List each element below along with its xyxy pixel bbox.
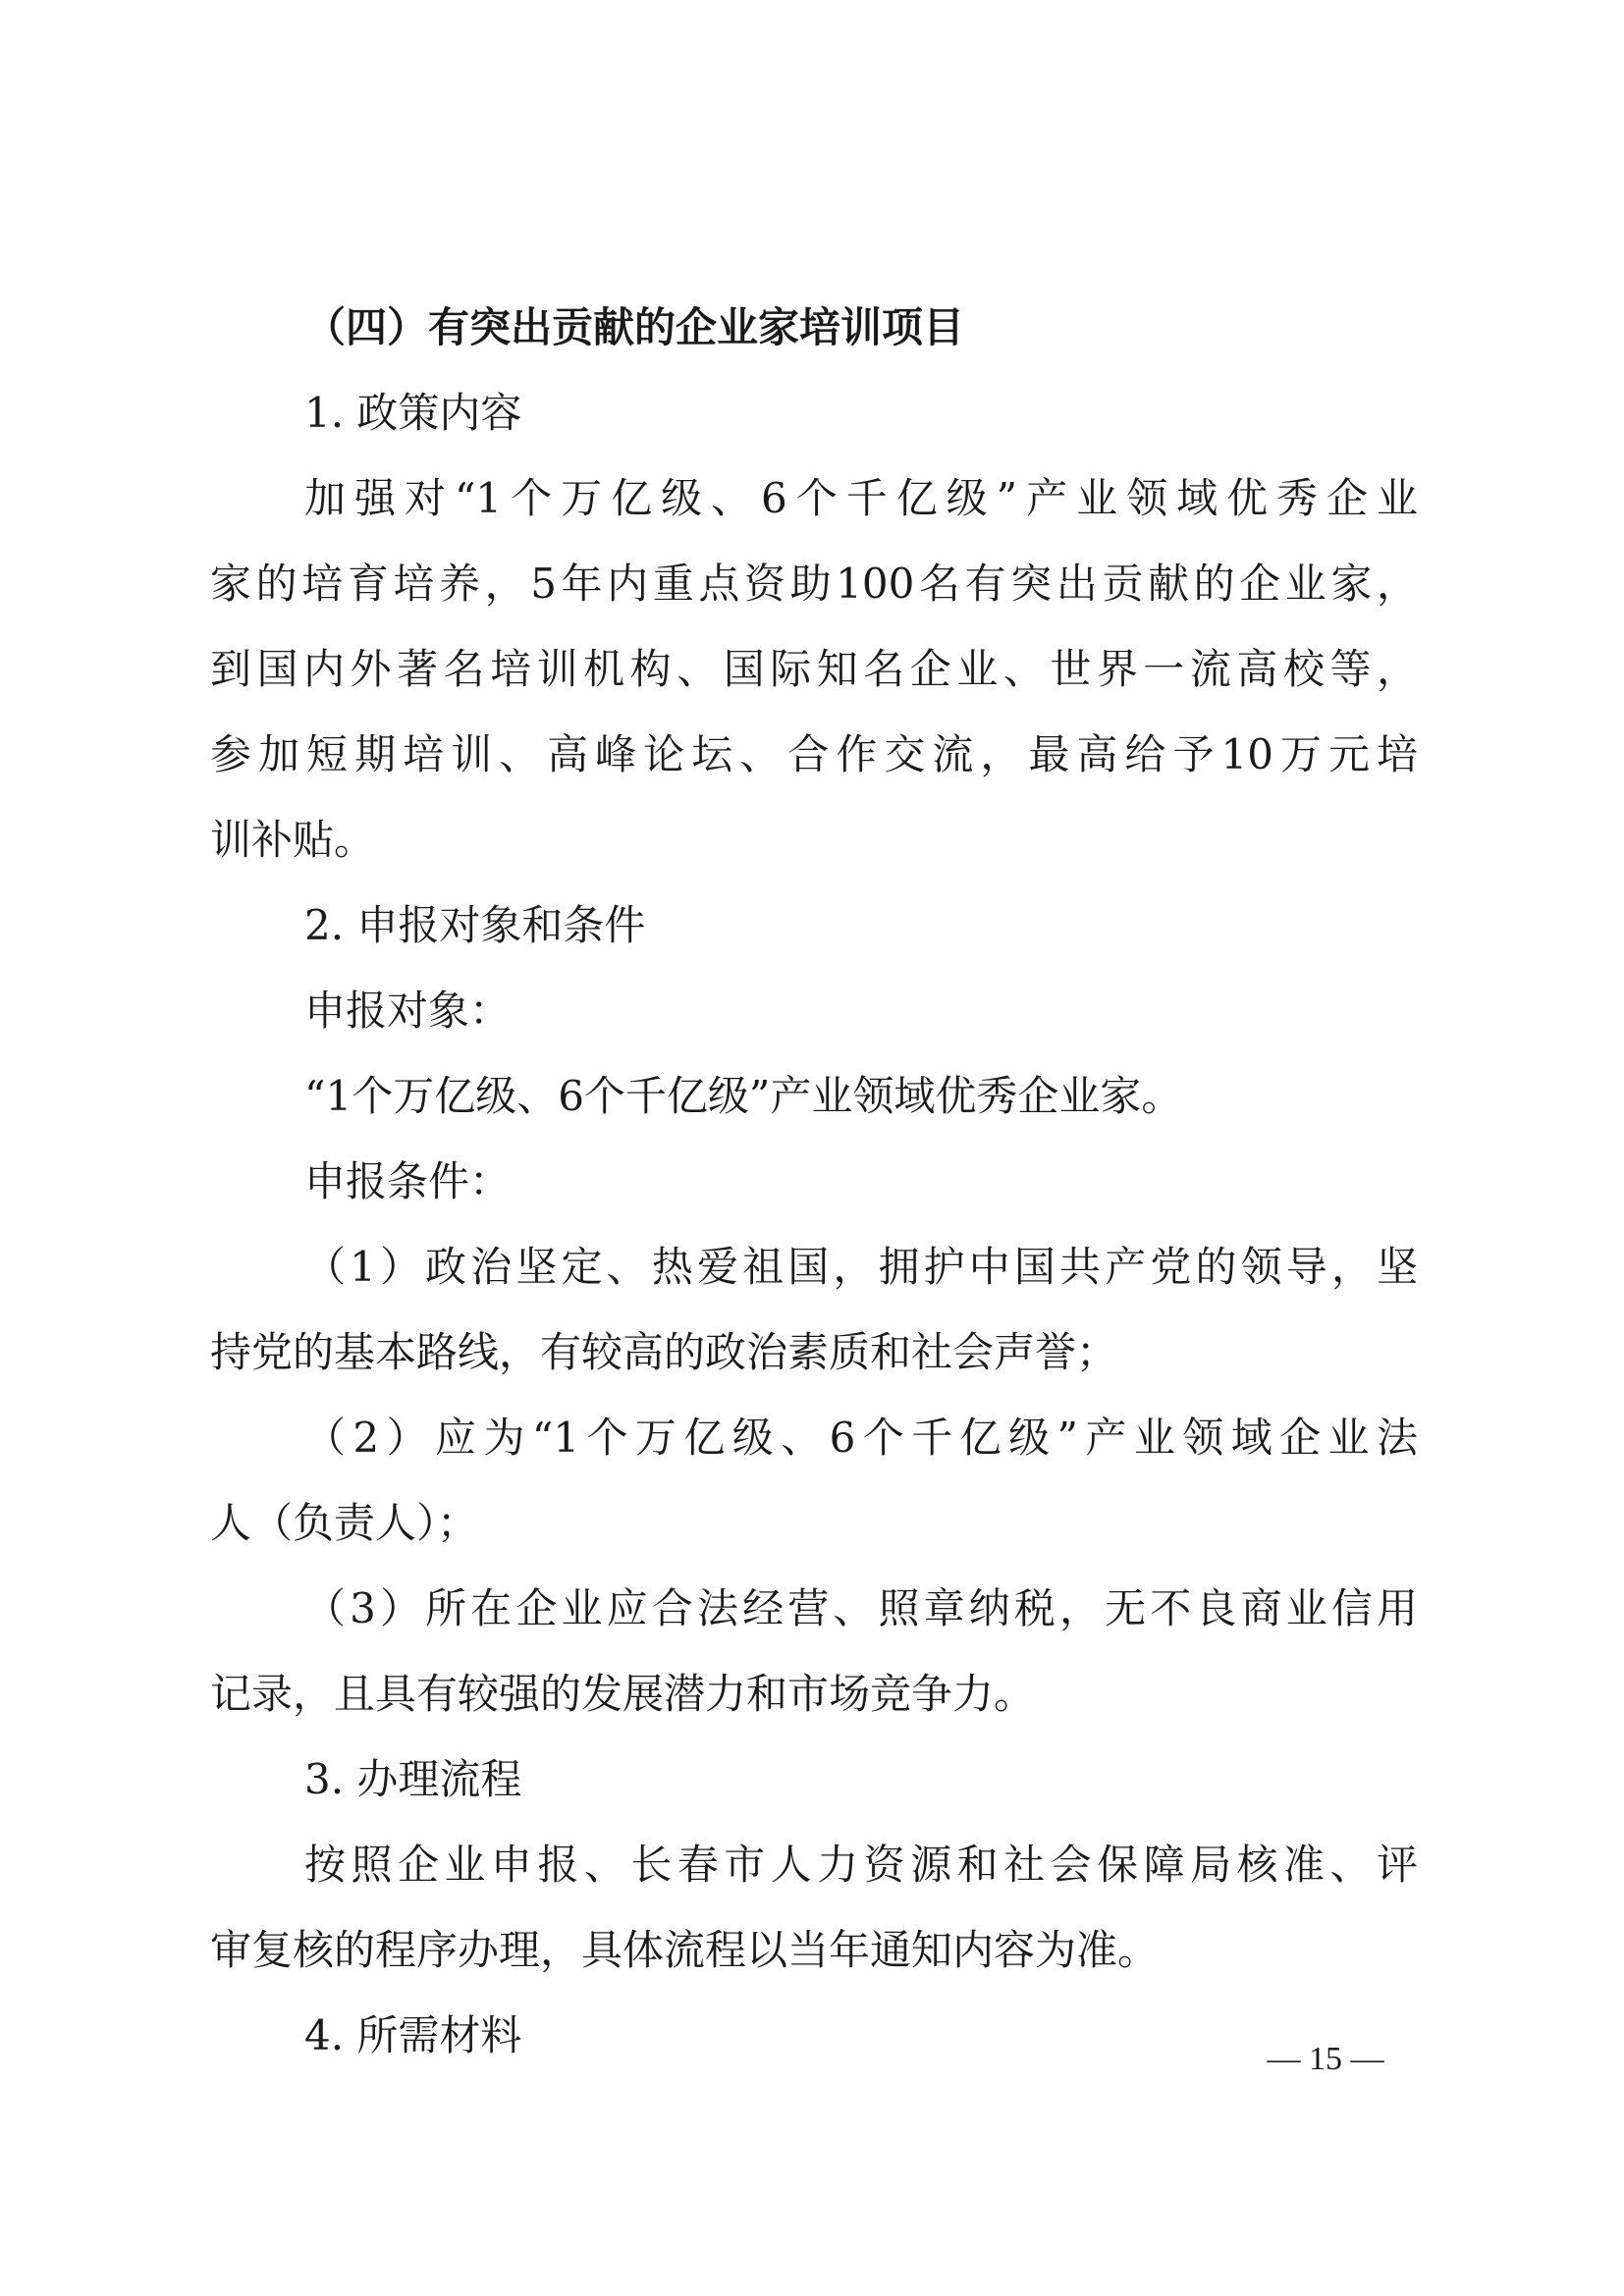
condition-3-line: 记录，且具有较强的发展潜力和市场竞争力。 — [210, 1670, 1036, 1718]
policy-paragraph-line: 家的培育培养，5年内重点资助100名有突出贡献的企业家， — [210, 560, 1418, 608]
policy-paragraph-line: 训补贴。 — [210, 816, 376, 864]
process-paragraph-line: 按照企业申报、长春市人力资源和社会保障局核准、评 — [304, 1841, 1418, 1889]
policy-paragraph-line: 参加短期培训、高峰论坛、合作交流，最高给予10万元培 — [210, 730, 1418, 778]
document-body — [210, 285, 1418, 2078]
condition-1-line: 持党的基本路线，有较高的政治素质和社会声誉； — [210, 1328, 1118, 1376]
policy-paragraph-line: 加强对“1个万亿级、6个千亿级”产业领域优秀企业 — [304, 474, 1418, 522]
condition-3-line: （3）所在企业应合法经营、照章纳税，无不良商业信用 — [304, 1584, 1418, 1632]
condition-2-line: 人（负责人）； — [210, 1499, 479, 1547]
process-paragraph-line: 审复核的程序办理，具体流程以当年通知内容为准。 — [210, 1926, 1160, 1974]
conditions-label: 申报条件： — [304, 1157, 512, 1205]
applicant-label: 申报对象： — [304, 987, 512, 1035]
condition-2-line: （2）应为“1个万亿级、6个千亿级”产业领域企业法 — [304, 1414, 1418, 1462]
policy-paragraph-line: 到国内外著名培训机构、国际知名企业、世界一流高校等， — [210, 645, 1418, 693]
page-number: — 15 — — [1267, 2041, 1384, 2077]
subsection-title-policy: 1. 政策内容 — [304, 389, 522, 437]
subsection-title-applicants: 2. 申报对象和条件 — [304, 901, 646, 949]
applicant-text: “1个万亿级、6个千亿级”产业领域优秀企业家。 — [304, 1072, 1183, 1120]
subsection-title-process: 3. 办理流程 — [304, 1755, 522, 1803]
subsection-title-materials: 4. 所需材料 — [304, 2011, 522, 2059]
condition-1-line: （1）政治坚定、热爱祖国，拥护中国共产党的领导，坚 — [304, 1243, 1418, 1291]
section-heading: （四）有突出贡献的企业家培训项目 — [304, 303, 965, 351]
